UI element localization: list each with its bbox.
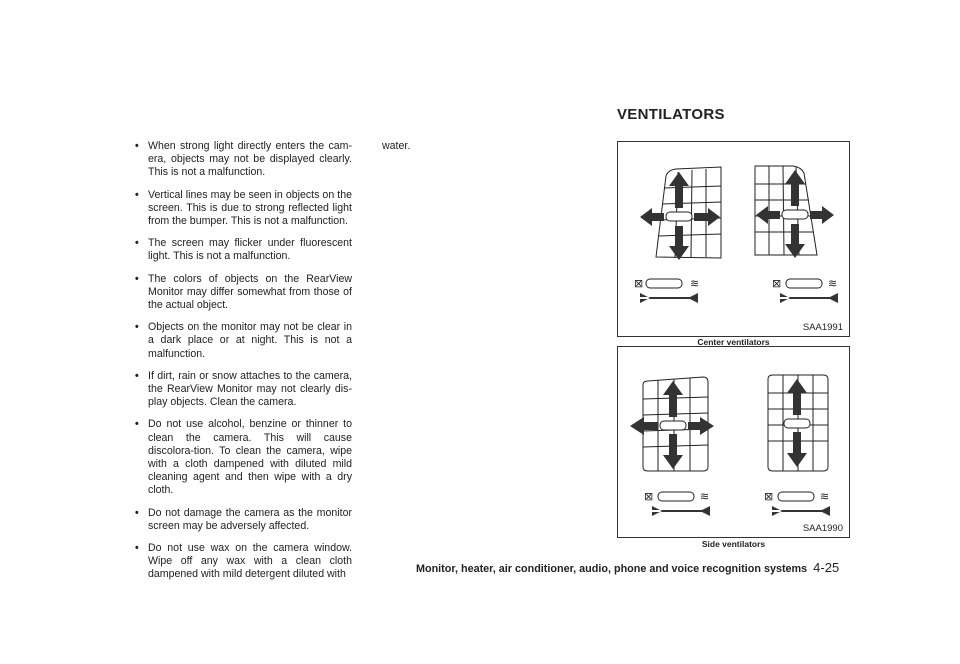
arrow-up-icon	[663, 381, 683, 417]
bullet-dot: •	[135, 237, 139, 250]
figure-code: SAA1990	[802, 523, 843, 534]
open-icon: ≋	[690, 277, 700, 290]
arrow-left-icon	[630, 417, 658, 435]
vent-knob	[666, 212, 692, 221]
shutoff-switch	[778, 492, 814, 501]
arrow-right-icon	[688, 417, 714, 435]
bullet-text: The screen may flicker under fluorescent light. This is not a malfunction.	[148, 237, 352, 263]
shutoff-switch	[646, 279, 682, 288]
bullet-text: Vertical lines may be seen in objects on the screen. This is due to strong reflected light from the bumper. This is not a malfunction.	[148, 188, 352, 228]
closed-icon: ⊠	[764, 490, 774, 503]
bullet-list	[132, 140, 352, 591]
arrow-right-icon	[810, 206, 834, 224]
bullet-dot: •	[135, 506, 139, 519]
side-ventilators-figure	[617, 346, 850, 538]
arrow-right-icon	[694, 208, 720, 226]
figure-caption: Center ventilators	[697, 337, 770, 347]
shutoff-switch	[786, 279, 822, 288]
bullet-item	[132, 189, 352, 229]
arrow-down-icon	[785, 224, 805, 258]
vent-knob	[660, 421, 686, 430]
bullet-text: When strong light directly enters the cam-era, objects may not be displayed clearly. This is not a malfunction.	[148, 140, 352, 179]
bullet-dot: •	[135, 369, 139, 382]
bullet-text: Do not use wax on the camera window. Wipe off any wax with a clean cloth dampened with mild detergent diluted with	[148, 542, 352, 581]
closed-icon: ⊠	[634, 277, 644, 290]
figure-caption: Side ventilators	[701, 539, 766, 549]
shutoff-switch	[658, 492, 694, 501]
page-footer	[416, 560, 839, 575]
bullet-item	[132, 507, 352, 533]
bullet-text: If dirt, rain or snow attaches to the camera, the RearView Monitor may not clearly dis-play objects. Clean the camera.	[148, 369, 352, 409]
arrow-left-icon	[756, 206, 780, 224]
center-ventilators-figure	[617, 141, 850, 337]
open-icon: ≋	[820, 490, 830, 503]
figure-code: SAA1991	[802, 322, 843, 333]
arrow-down-icon	[787, 432, 807, 467]
continuation-text: water.	[382, 140, 411, 152]
vent-knob	[784, 419, 810, 428]
bullet-text: Do not damage the camera as the monitor screen may be adversely affected.	[148, 506, 352, 532]
page-number: 4-25	[813, 560, 840, 575]
bullet-dot: •	[135, 188, 139, 201]
bullet-item	[132, 418, 352, 497]
bullet-item	[132, 273, 352, 313]
section-title: VENTILATORS	[617, 106, 725, 123]
arrow-down-icon	[663, 434, 683, 469]
bullet-item	[132, 542, 352, 582]
bullet-item	[132, 140, 352, 180]
bullet-text: The colors of objects on the RearView Monitor may differ somewhat from those of the actual object.	[148, 272, 352, 312]
arrow-up-icon	[785, 170, 805, 206]
chapter-title: Monitor, heater, air conditioner, audio, phone and voice recognition systems	[416, 563, 808, 575]
vent-knob	[782, 210, 808, 219]
open-icon: ≋	[700, 490, 710, 503]
arrow-left-right-icon	[652, 506, 710, 516]
bullet-dot: •	[135, 140, 139, 152]
center-ventilators-illustration	[618, 142, 849, 336]
bullet-item	[132, 370, 352, 410]
arrow-left-right-icon	[780, 293, 838, 303]
arrow-up-icon	[787, 379, 807, 415]
bullet-dot: •	[135, 272, 139, 285]
arrow-left-right-icon	[640, 293, 698, 303]
arrow-up-icon	[669, 172, 689, 208]
side-ventilators-illustration	[618, 347, 849, 537]
bullet-dot: •	[135, 542, 139, 555]
bullet-item	[132, 237, 352, 263]
bullet-dot: •	[135, 418, 139, 431]
bullet-dot: •	[135, 321, 139, 334]
arrow-left-right-icon	[772, 506, 830, 516]
bullet-item	[132, 321, 352, 361]
arrow-down-icon	[669, 226, 689, 260]
bullet-text: Objects on the monitor may not be clear in a dark place or at night. This is not a malfunction.	[148, 321, 352, 360]
closed-icon: ⊠	[772, 277, 782, 290]
bullet-text: Do not use alcohol, benzine or thinner to clean the camera. This will cause discolora-tion. To clean the camera, wipe with a cloth dampened with diluted mild cleaning agent and then wipe with a dry cloth.	[148, 418, 352, 497]
closed-icon: ⊠	[644, 490, 654, 503]
open-icon: ≋	[828, 277, 838, 290]
